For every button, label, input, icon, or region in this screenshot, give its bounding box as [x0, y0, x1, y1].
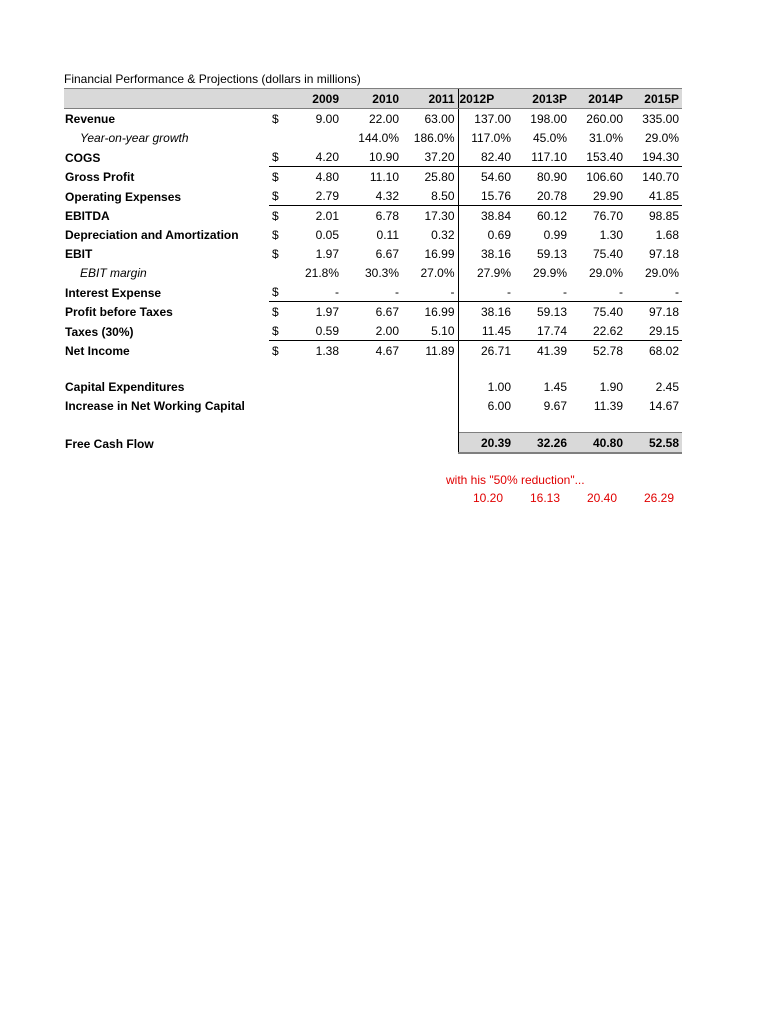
value-cell: 0.59: [288, 321, 342, 341]
value-cell: 29.90: [570, 186, 626, 206]
empty-cell: [342, 360, 402, 377]
row-label: EBIT: [65, 247, 93, 261]
value-cell: 137.00: [458, 109, 514, 129]
empty-cell: [342, 415, 402, 433]
value-cell: 11.89: [425, 344, 455, 358]
empty-cell: [269, 415, 288, 433]
col-header-2010: 2010: [342, 89, 402, 109]
dollar-sign: $: [272, 228, 279, 242]
value-cell: 9.67: [543, 399, 567, 413]
empty-cell: [458, 360, 514, 377]
value-cell: 80.90: [536, 170, 567, 184]
value-cell: 54.60: [458, 167, 514, 187]
table-row: [64, 321, 682, 341]
empty-cell: [402, 415, 458, 433]
empty-cell: [288, 396, 342, 415]
value-cell: 45.0%: [532, 131, 567, 145]
value-cell: 37.20: [402, 147, 458, 167]
value-cell: 20.78: [514, 186, 570, 206]
value-cell: 68.02: [648, 344, 679, 358]
empty-cell: [288, 377, 342, 396]
value-cell: 260.00: [586, 112, 623, 126]
reduced-value: 20.40: [586, 491, 617, 505]
header-label-cell: [64, 89, 269, 109]
empty-cell: [269, 433, 288, 454]
value-cell: 75.40: [592, 247, 623, 261]
value-cell: 117.0%: [458, 128, 514, 147]
dollar-sign: $: [269, 147, 288, 167]
row-label: Depreciation and Amortization: [65, 228, 239, 242]
empty-cell: [570, 360, 626, 377]
value-cell: 2.79: [288, 186, 342, 206]
row-label: Increase in Net Working Capital: [65, 399, 245, 413]
empty-cell: [288, 360, 342, 377]
dollar-sign: $: [269, 282, 288, 302]
value-cell: 16.99: [424, 305, 455, 319]
value-cell: 29.15: [626, 321, 682, 341]
reduced-fcf-row: [446, 491, 682, 505]
value-cell: 1.97: [315, 305, 339, 319]
col-header-2011: 2011: [402, 89, 458, 109]
value-cell: 38.16: [458, 302, 514, 322]
dollar-sign: $: [269, 321, 288, 341]
value-cell: 97.18: [648, 305, 679, 319]
value-cell: 11.10: [369, 170, 399, 184]
empty-cell: [514, 360, 570, 377]
table-row: [64, 206, 682, 226]
table-row: [64, 167, 682, 187]
value-cell: 22.62: [570, 321, 626, 341]
value-cell: 1.90: [599, 380, 623, 394]
value-cell: 22.00: [368, 112, 399, 126]
value-cell: 52.78: [592, 344, 623, 358]
value-cell: 4.80: [315, 170, 339, 184]
value-cell: -: [514, 282, 570, 302]
empty-cell: [342, 377, 402, 396]
row-label: Revenue: [65, 112, 116, 126]
value-cell: -: [458, 282, 514, 302]
value-cell: 0.32: [431, 228, 455, 242]
empty-cell: [288, 415, 342, 433]
dollar-sign: $: [272, 170, 279, 184]
value-cell: -: [288, 282, 342, 302]
value-cell: 117.10: [514, 147, 570, 167]
value-cell: 21.8%: [304, 266, 339, 280]
col-header-2013p: 2013P: [514, 89, 570, 109]
empty-cell: [626, 415, 682, 433]
row-label: Gross Profit: [65, 170, 135, 184]
col-header-2014p: 2014P: [570, 89, 626, 109]
value-cell: 1.97: [315, 247, 339, 261]
reduced-value: 26.29: [643, 491, 674, 505]
empty-cell: [64, 415, 269, 433]
col-header-2012p: 2012P: [458, 89, 514, 109]
value-cell: 1.38: [315, 344, 339, 358]
value-cell: 82.40: [458, 147, 514, 167]
row-label: Interest Expense: [65, 285, 162, 300]
empty-cell: [64, 360, 269, 377]
value-cell: 63.00: [424, 112, 455, 126]
value-cell: 5.10: [402, 321, 458, 341]
dollar-sign: $: [272, 247, 279, 261]
header-row: [64, 89, 682, 109]
value-cell: 52.58: [626, 433, 682, 454]
capex-row: [64, 377, 682, 396]
value-cell: 194.30: [626, 147, 682, 167]
value-cell: 27.9%: [458, 263, 514, 282]
table-row: [64, 109, 682, 129]
value-cell: 59.13: [536, 247, 567, 261]
empty-cell: [342, 433, 402, 454]
sheet-title: Financial Performance & Projections (dollars in millions): [64, 72, 361, 86]
value-cell: 29.0%: [644, 131, 679, 145]
reduced-value: 16.13: [529, 491, 560, 505]
col-header-2015p: 2015P: [626, 89, 682, 109]
row-label: Net Income: [65, 344, 130, 358]
header-dollar-cell: [269, 89, 288, 109]
value-cell: 15.76: [458, 186, 514, 206]
table-row: [64, 128, 682, 147]
empty-cell: [269, 377, 288, 396]
spreadsheet: [64, 70, 684, 454]
table-row: [64, 244, 682, 263]
value-cell: 1.30: [599, 228, 623, 242]
value-cell: 6.67: [375, 305, 399, 319]
empty-cell: [402, 377, 458, 396]
value-cell: -: [570, 282, 626, 302]
value-cell: 38.16: [458, 244, 514, 263]
value-cell: 11.39: [593, 399, 623, 413]
dollar-sign: $: [272, 209, 279, 223]
value-cell: 20.39: [458, 433, 514, 454]
value-cell: 198.00: [530, 112, 567, 126]
value-cell: 26.71: [458, 341, 514, 361]
value-cell: 1.45: [543, 380, 567, 394]
empty-cell: [269, 360, 288, 377]
value-cell: 4.32: [342, 186, 402, 206]
value-cell: [288, 128, 342, 147]
empty-cell: [458, 415, 514, 433]
value-cell: 30.3%: [364, 266, 399, 280]
value-cell: 2.00: [342, 321, 402, 341]
row-label: Profit before Taxes: [65, 305, 173, 319]
table-row: [64, 341, 682, 361]
dollar-sign: [269, 263, 288, 282]
spacer-row: [64, 360, 682, 377]
dollar-sign: $: [272, 344, 279, 358]
value-cell: 140.70: [642, 170, 679, 184]
value-cell: 29.0%: [644, 266, 679, 280]
value-cell: 11.45: [458, 321, 514, 341]
value-cell: 0.05: [315, 228, 339, 242]
financial-table: [64, 88, 682, 454]
value-cell: 8.50: [402, 186, 458, 206]
value-cell: 0.11: [376, 228, 399, 242]
value-cell: 27.0%: [420, 266, 455, 280]
value-cell: 31.0%: [588, 131, 623, 145]
fcf-row: [64, 433, 682, 454]
value-cell: 6.78: [375, 209, 399, 223]
value-cell: -: [626, 282, 682, 302]
value-cell: 32.26: [514, 433, 570, 454]
empty-cell: [402, 433, 458, 454]
value-cell: 98.85: [648, 209, 679, 223]
table-row: [64, 186, 682, 206]
empty-cell: [288, 433, 342, 454]
value-cell: 10.90: [342, 147, 402, 167]
value-cell: 76.70: [592, 209, 623, 223]
row-label: Taxes (30%): [65, 324, 134, 339]
value-cell: -: [342, 282, 402, 302]
value-cell: 6.67: [375, 247, 399, 261]
table-row: [64, 225, 682, 244]
empty-cell: [402, 360, 458, 377]
value-cell: 2.01: [315, 209, 339, 223]
empty-cell: [626, 360, 682, 377]
value-cell: 4.20: [288, 147, 342, 167]
value-cell: 17.30: [424, 209, 455, 223]
value-cell: 1.68: [655, 228, 679, 242]
value-cell: 6.00: [458, 396, 514, 415]
row-label: Operating Expenses: [65, 189, 182, 204]
value-cell: 25.80: [424, 170, 455, 184]
value-cell: 14.67: [648, 399, 679, 413]
empty-cell: [514, 415, 570, 433]
dollar-sign: $: [269, 186, 288, 206]
reduced-value: 10.20: [472, 491, 503, 505]
value-cell: 41.39: [536, 344, 567, 358]
value-cell: -: [402, 282, 458, 302]
value-cell: 16.99: [424, 247, 455, 261]
value-cell: 97.18: [648, 247, 679, 261]
value-cell: 106.60: [586, 170, 623, 184]
value-cell: 59.13: [536, 305, 567, 319]
value-cell: 17.74: [514, 321, 570, 341]
empty-cell: [342, 396, 402, 415]
empty-cell: [402, 396, 458, 415]
row-label: Free Cash Flow: [65, 437, 154, 451]
value-cell: 153.40: [570, 147, 626, 167]
dollar-sign: $: [272, 112, 279, 126]
table-row: [64, 282, 682, 302]
value-cell: 0.69: [458, 225, 514, 244]
table-row: [64, 147, 682, 167]
value-cell: 4.67: [375, 344, 399, 358]
value-cell: 335.00: [642, 112, 679, 126]
value-cell: 144.0%: [358, 131, 399, 145]
dollar-sign: [269, 128, 288, 147]
reduction-note: with his "50% reduction"...: [446, 473, 585, 487]
row-label: EBITDA: [65, 209, 110, 223]
col-header-2009: 2009: [288, 89, 342, 109]
value-cell: 60.12: [536, 209, 567, 223]
row-label: Year-on-year growth: [80, 131, 189, 145]
empty-cell: [269, 396, 288, 415]
value-cell: 186.0%: [413, 131, 455, 145]
value-cell: 29.9%: [532, 266, 567, 280]
row-label: Capital Expenditures: [65, 380, 185, 394]
value-cell: 1.00: [458, 377, 514, 396]
value-cell: 0.99: [543, 228, 567, 242]
empty-cell: [570, 415, 626, 433]
value-cell: 2.45: [655, 380, 679, 394]
nwc-row: [64, 396, 682, 415]
table-row: [64, 263, 682, 282]
value-cell: 41.85: [626, 186, 682, 206]
value-cell: 40.80: [570, 433, 626, 454]
dollar-sign: $: [272, 305, 279, 319]
value-cell: 75.40: [592, 305, 623, 319]
spacer-row: [64, 415, 682, 433]
value-cell: 29.0%: [588, 266, 623, 280]
value-cell: 9.00: [315, 112, 339, 126]
row-label: EBIT margin: [80, 266, 147, 280]
table-row: [64, 302, 682, 322]
row-label: COGS: [65, 150, 101, 165]
value-cell: 38.84: [458, 206, 514, 226]
